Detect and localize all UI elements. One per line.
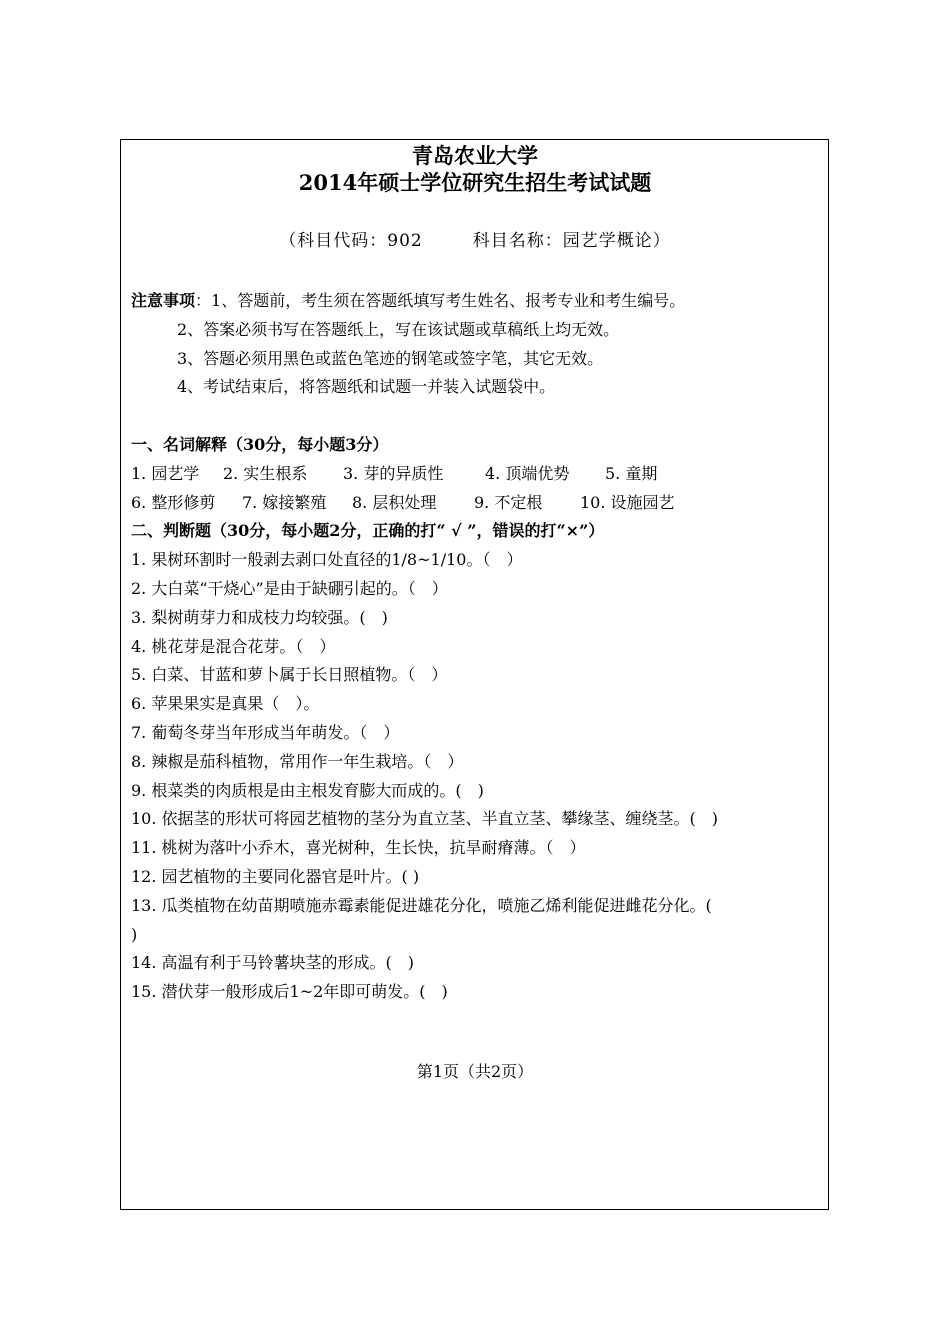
question-item: 8. 辣椒是茄科植物，常用作一年生栽培。（ ） [131,751,464,771]
terms-row [131,460,821,489]
question-item: 4. 桃花芽是混合花芽。（ ） [131,636,336,656]
exam-content [131,287,821,1007]
question-item-continuation: ) [131,924,138,944]
notice-label: 注意事项 [131,291,196,310]
question-item: 1. 果树环割时一般剥去剥口处直径的1/8~1/10。（ ） [131,550,523,570]
question-item: 5. 白菜、甘蓝和萝卜属于长日照植物。（ ） [131,665,448,685]
term-item: 3. 芽的异质性 [343,463,444,483]
subject-name: 科目名称：园艺学概论） [472,231,671,251]
notice-item: 2、答案必须书写在答题纸上，写在该试题或草稿纸上均无效。 [177,319,620,339]
question-item: 6. 苹果果实是真果（ ）。 [131,694,320,714]
term-item: 6. 整形修剪 [131,492,216,512]
notice-line-1 [131,287,821,316]
notice-item: 4、考试结束后，将答题纸和试题一并装入试题袋中。 [177,377,556,397]
page-number: 第1页（共2页） [416,1062,534,1081]
subject-info [0,230,950,252]
question-item: 7. 葡萄冬芽当年形成当年萌发。（ ） [131,722,400,742]
question-item: 14. 高温有利于马铃薯块茎的形成。( ) [131,953,415,973]
term-item: 5. 童期 [605,463,658,483]
notice-item: 3、答题必须用黑色或蓝色笔迹的钢笔或签字笔，其它无效。 [177,348,604,368]
section2-heading: 二、判断题（30分，每小题2分，正确的打“ √ ”，错误的打“×”） [131,521,605,541]
term-item: 1. 园艺学 [131,463,200,483]
exam-title: 2014年硕士学位研究生招生考试试题 [298,170,652,195]
term-item: 9. 不定根 [474,492,543,512]
term-item: 2. 实生根系 [223,463,308,483]
question-item: 9. 根菜类的肉质根是由主根发育膨大而成的。( ) [131,780,484,800]
subject-code: （科目代码：902 [279,231,423,251]
term-item: 8. 层积处理 [352,492,437,512]
question-item: 3. 梨树萌芽力和成枝力均较强。( ) [131,607,388,627]
section1-heading: 一、名词解释（30分，每小题3分） [131,434,389,454]
notice-item: ：1、答题前，考生须在答题纸填写考生姓名、报考专业和考生编号。 [195,291,686,310]
question-item: 2. 大白菜“干烧心”是由于缺硼引起的。（ ） [131,578,448,598]
terms-row [131,489,821,518]
university-title: 青岛农业大学 [412,143,538,168]
term-item: 10. 设施园艺 [580,492,675,512]
term-item: 7. 嫁接繁殖 [242,492,327,512]
question-item: 12. 园艺植物的主要同化器官是叶片。( ) [131,866,420,886]
question-item: 11. 桃树为落叶小乔木，喜光树种，生长快，抗旱耐瘠薄。（ ） [131,838,586,858]
term-item: 4. 顶端优势 [485,463,570,483]
question-item: 13. 瓜类植物在幼苗期喷施赤霉素能促进雄花分化，喷施乙烯利能促进雌花分化。( [131,895,712,915]
question-item: 15. 潜伏芽一般形成后1~2年即可萌发。( ) [131,982,448,1002]
question-item: 10. 依据茎的形状可将园艺植物的茎分为直立茎、半直立茎、攀缘茎、缠绕茎。( ) [131,809,719,829]
